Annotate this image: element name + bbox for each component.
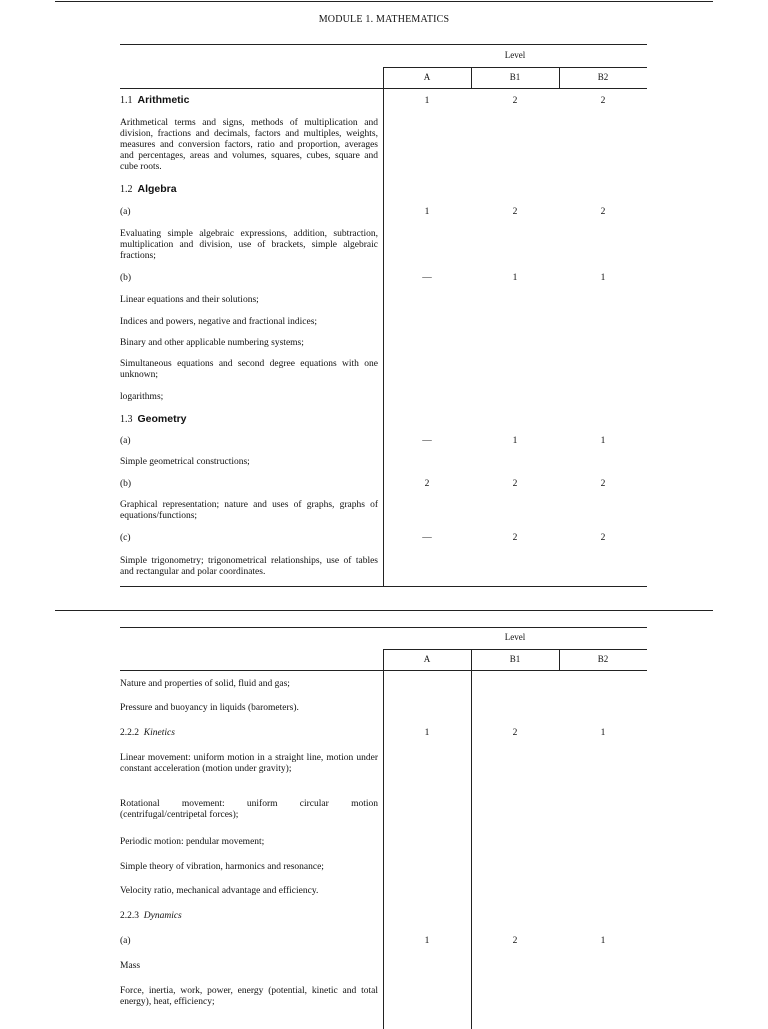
row-text: (b)	[120, 479, 132, 489]
level-header-rule	[383, 649, 647, 650]
row-text: Linear equations and their solutions;	[120, 295, 259, 305]
row-text: Simple theory of vibration, harmonics and resonance;	[120, 862, 324, 872]
column-divider	[383, 67, 384, 587]
page-top-rule	[55, 1, 713, 2]
row-text: Simultaneous equations and second degree equations with one unknown;	[120, 359, 378, 380]
level-b2: 2	[600, 479, 606, 489]
level-a: —	[422, 273, 432, 283]
row-text: Indices and powers, negative and fractional indices;	[120, 317, 318, 327]
page-header: MODULE 1. MATHEMATICS	[318, 14, 450, 25]
table-top-rule	[120, 627, 647, 628]
table-bottom-rule	[120, 586, 647, 587]
level-b1: 1	[512, 436, 518, 446]
level-a: —	[422, 533, 432, 543]
row-text: (a)	[120, 207, 131, 217]
row-text: Linear movement: uniform motion in a straight line, motion under constant acceleration (motion under gravity);	[120, 753, 378, 774]
row-text: logarithms;	[120, 392, 164, 402]
level-a: 1	[424, 207, 430, 217]
column-header-b1: B1	[509, 72, 521, 82]
row-text: Simple geometrical constructions;	[120, 457, 250, 467]
row-text: Graphical representation; nature and uses of graphs, graphs of equations/functions;	[120, 500, 378, 521]
level-a: —	[422, 436, 432, 446]
section-heading: 2.2.2 Kinetics	[120, 728, 175, 738]
level-b2: 2	[600, 96, 606, 106]
column-header-b2: B2	[597, 72, 609, 82]
row-text: (c)	[120, 533, 131, 543]
header-bottom-rule	[120, 88, 647, 89]
row-text: Nature and properties of solid, fluid and gas;	[120, 679, 290, 689]
row-text: Arithmetical terms and signs, methods of multiplication and division, fractions and decimals, factors and multiples, weights, measures and conversion factors, ratio and proportion, averages and percentages, areas and volumes, squares, cubes, square and cube roots.	[120, 118, 378, 172]
row-text: Force, inertia, work, power, energy (potential, kinetic and total energy), heat, efficiency;	[120, 986, 378, 1007]
level-a: 1	[424, 96, 430, 106]
section-heading: 2.2.3 Dynamics	[120, 911, 182, 921]
section-heading: 1.3 Geometry	[120, 413, 187, 425]
level-b2: 2	[600, 533, 606, 543]
level-b1: 2	[512, 728, 518, 738]
row-text: Evaluating simple algebraic expressions, addition, subtraction, multiplication and division, use of brackets, simple algebraic fractions;	[120, 229, 378, 261]
level-header-rule	[383, 67, 647, 68]
level-b2: 1	[600, 436, 606, 446]
level-b2: 1	[600, 936, 606, 946]
row-text: Simple trigonometry; trigonometrical relationships, use of tables and rectangular and polar coordinates.	[120, 556, 378, 577]
row-text: Rotational movement: uniform circular motion (centrifugal/centripetal forces);	[120, 799, 378, 820]
row-text: (b)	[120, 273, 132, 283]
column-divider	[471, 649, 472, 1029]
level-b1: 2	[512, 96, 518, 106]
section-heading: 1.1 Arithmetic	[120, 94, 190, 106]
row-text: Pressure and buoyancy in liquids (barometers).	[120, 703, 299, 713]
level-b1: 2	[512, 936, 518, 946]
level-b2: 1	[600, 273, 606, 283]
column-header-b2: B2	[597, 654, 609, 664]
level-b1: 2	[512, 479, 518, 489]
level-a: 1	[424, 728, 430, 738]
module-2-table	[120, 627, 647, 1024]
level-b2: 1	[600, 728, 606, 738]
row-text: Mass	[120, 961, 141, 971]
column-header-a: A	[423, 654, 431, 664]
row-text: Velocity ratio, mechanical advantage and efficiency.	[120, 886, 319, 896]
level-b1: 2	[512, 207, 518, 217]
row-text: (a)	[120, 936, 131, 946]
row-text: Periodic motion: pendular movement;	[120, 837, 265, 847]
level-a: 1	[424, 936, 430, 946]
level-b1: 1	[512, 273, 518, 283]
row-text: (a)	[120, 436, 131, 446]
table-top-rule	[120, 44, 647, 45]
level-header: Level	[504, 50, 526, 60]
page-break-rule	[55, 610, 713, 611]
column-header-b1: B1	[509, 654, 521, 664]
level-header: Level	[504, 632, 526, 642]
column-header-a: A	[423, 72, 431, 82]
level-b2: 2	[600, 207, 606, 217]
module-1-table	[120, 44, 647, 588]
level-b1: 2	[512, 533, 518, 543]
header-bottom-rule	[120, 670, 647, 671]
row-text: Binary and other applicable numbering systems;	[120, 338, 304, 348]
column-divider	[383, 649, 384, 1029]
level-a: 2	[424, 479, 430, 489]
section-heading: 1.2 Algebra	[120, 183, 177, 195]
